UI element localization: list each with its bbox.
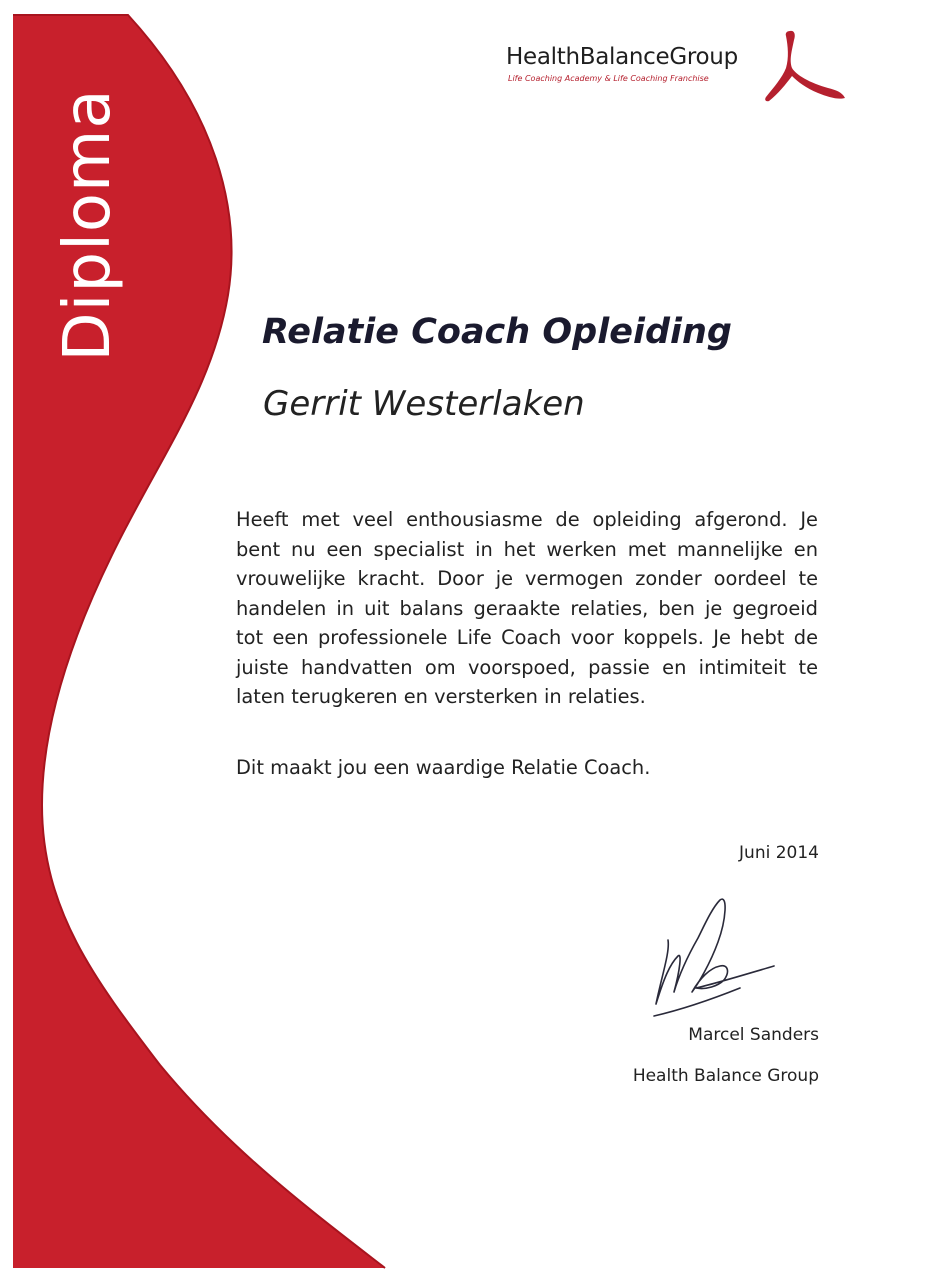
body-paragraph: Heeft met veel enthousiasme de opleiding afgerond. Je bent nu een specialist in het werken met mannelijke en vrouwelijke kracht. Door je vermogen zonder oordeel te handelen in uit balans geraakte relaties, ben je gegroeid tot een professionele Life Coach voor koppels. Je hebt de juiste handvatten om voorspoed, passie en intimiteit te laten terugkeren en versterken in relaties. <box>236 508 818 708</box>
red-figure-logo-icon <box>758 28 848 103</box>
logo-tagline: Life Coaching Academy & Life Coaching Franchise <box>508 74 709 83</box>
closing-statement: Dit maakt jou een waardige Relatie Coach. <box>236 756 651 779</box>
course-title: Relatie Coach Opleiding <box>262 312 732 352</box>
logo-name: HealthBalanceGroup <box>506 44 738 70</box>
diploma-body-text <box>236 505 818 712</box>
handwritten-signature <box>640 880 790 1030</box>
recipient-name: Gerrit Westerlaken <box>263 384 585 424</box>
signer-organization: Health Balance Group <box>632 1066 819 1086</box>
signer-name: Marcel Sanders <box>688 1025 819 1045</box>
diploma-side-label: Diploma <box>51 88 125 362</box>
company-logo <box>506 44 851 104</box>
issue-date: Juni 2014 <box>739 843 819 863</box>
